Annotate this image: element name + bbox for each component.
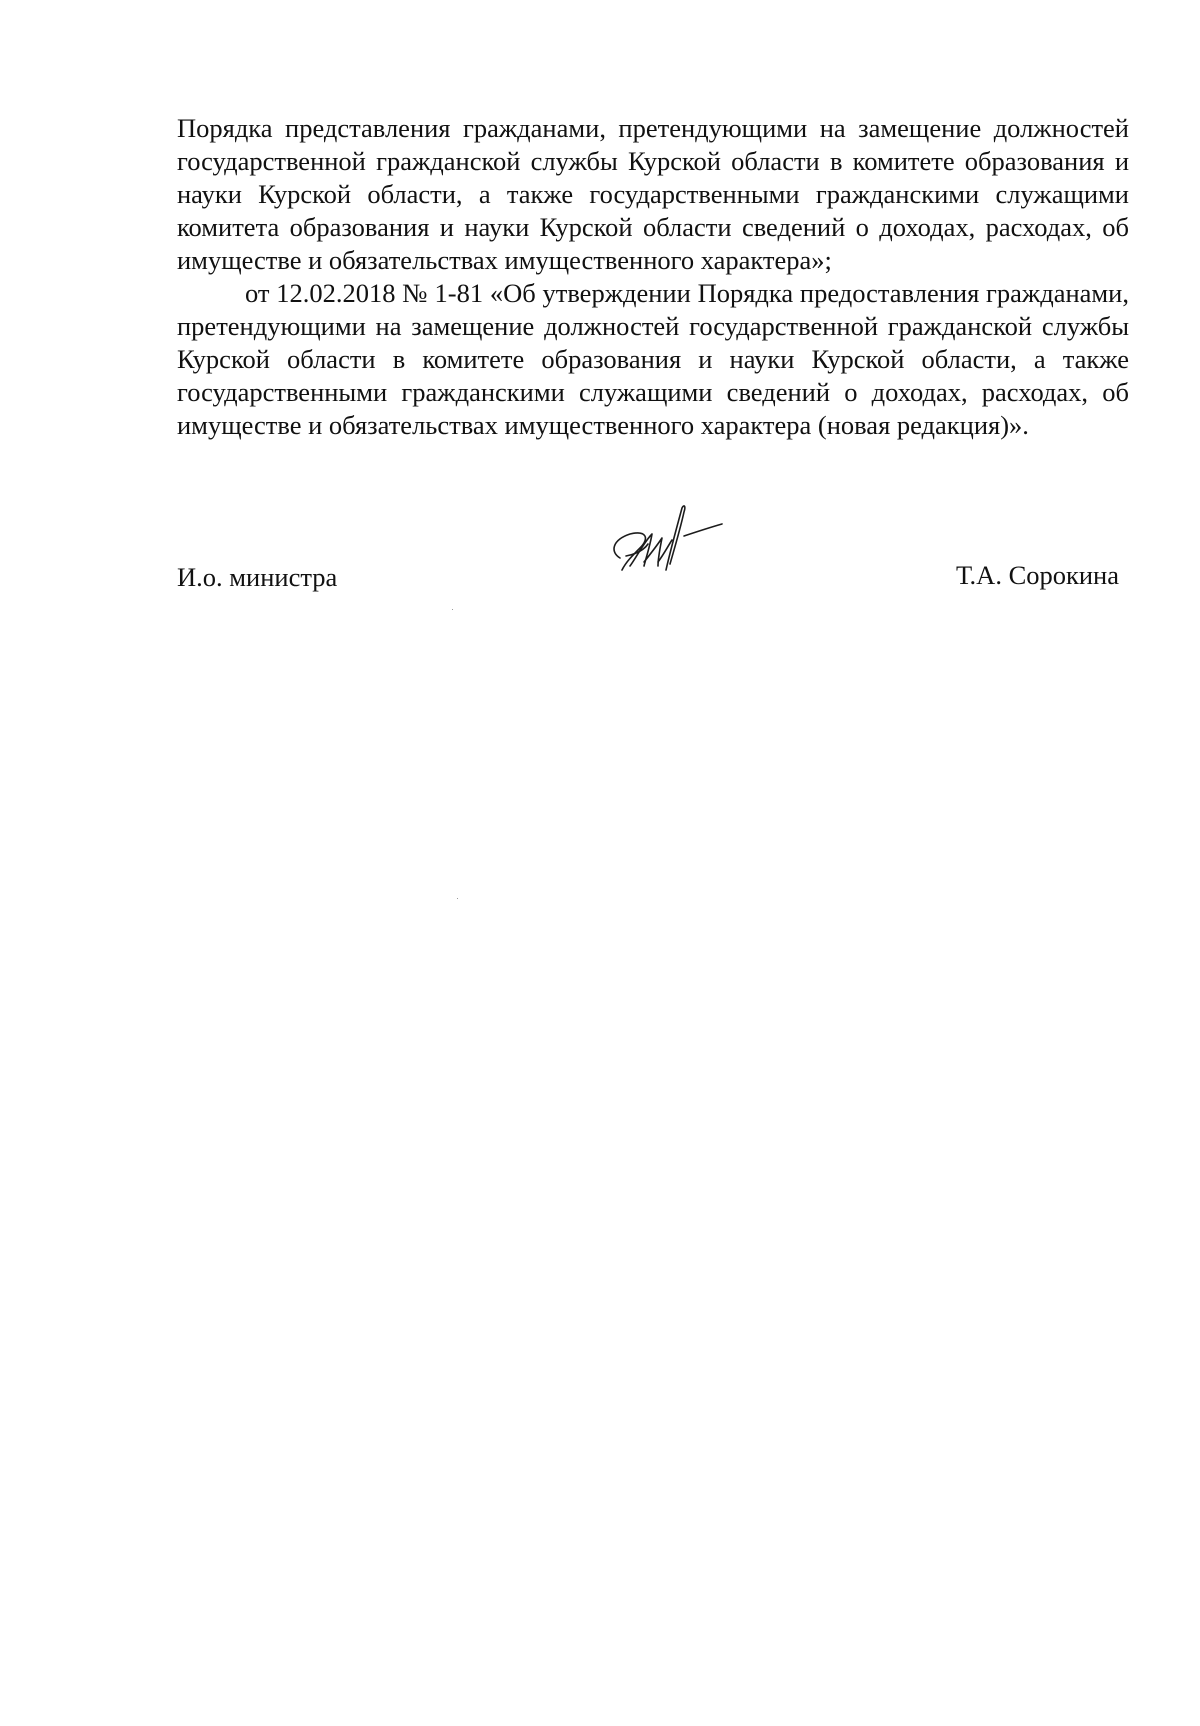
scan-speck [452, 609, 453, 610]
position-title: И.о. министра [177, 562, 338, 592]
document-body [177, 112, 1129, 442]
paragraph-continuation: Порядка представления гражданами, претендующими на замещение должностей государственной гражданской службы Курской области в комитете образования и науки Курской области, а также государственными гражданскими служащими комитета образования и науки Курской области сведений о доходах, расходах, об имуществе и обязательствах имущественного характера»; [177, 113, 1129, 275]
scan-speck [457, 898, 458, 899]
paragraph-order-reference: от 12.02.2018 № 1-81 «Об утверждении Порядка предоставления гражданами, претендующими на замещение должностей государственной гражданской службы Курской области в комитете образования и науки Курской области, а также государственными гражданскими служащими сведений о доходах, расходах, об имуществе и обязательствах имущественного характера (новая редакция)». [177, 278, 1129, 440]
signer-name: Т.А. Сорокина [956, 560, 1119, 590]
signature-icon [600, 500, 730, 600]
